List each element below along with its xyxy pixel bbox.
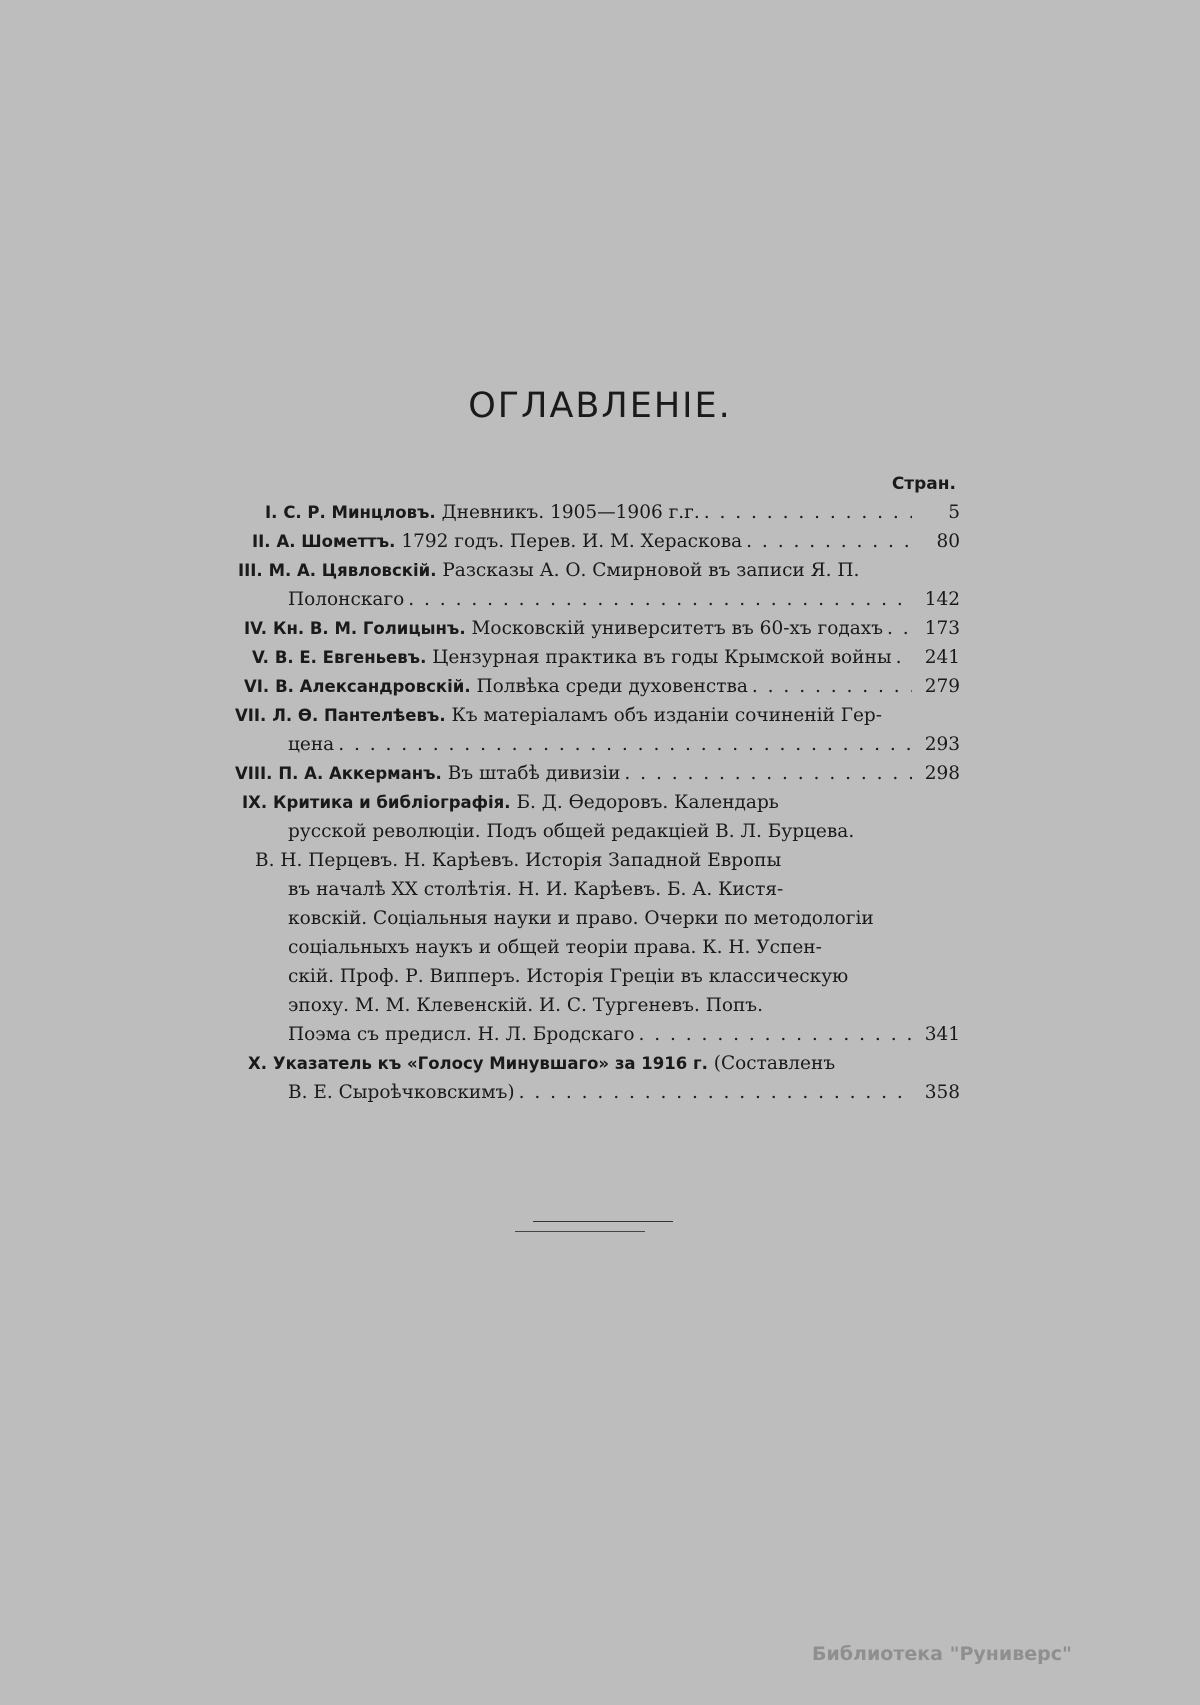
leader-dots [620, 759, 912, 788]
leader-dots [700, 498, 912, 527]
toc-page: 241 [924, 647, 960, 668]
toc-author: М. А. Цявловскiй. [268, 561, 437, 580]
toc-page: 293 [924, 734, 960, 755]
toc-title-cont: цена [288, 734, 335, 755]
toc-title: Къ матерiаламъ объ изданiи сочиненiй Гер- [451, 705, 882, 726]
toc-num: III. [238, 561, 263, 580]
toc-author: Л. Ѳ. Пантелѣевъ. [272, 706, 446, 725]
leader-dots [748, 672, 912, 701]
toc-author: В. Е. Евгеньевъ. [274, 648, 427, 667]
table-of-contents [230, 470, 960, 1107]
toc-entry [230, 643, 960, 672]
toc-page: 341 [924, 1024, 960, 1045]
toc-num: X. [248, 1054, 267, 1073]
toc-author: С. Р. Минцловъ. [283, 503, 436, 522]
toc-title: Цензурная практика въ годы Крымской войны [432, 647, 892, 668]
toc-num: IV. [244, 619, 268, 638]
toc-entry [230, 527, 960, 556]
toc-page: 80 [936, 531, 960, 552]
leader-dots [515, 1078, 912, 1107]
toc-entry [230, 701, 960, 759]
leader-dots [742, 527, 912, 556]
toc-title: Московскiй университетъ въ 60-хъ годахъ [471, 618, 884, 639]
leader-dots [892, 643, 912, 672]
toc-author: Кн. В. М. Голицынъ. [272, 619, 466, 638]
toc-entry [230, 672, 960, 701]
toc-title-cont: Полонскаго [288, 589, 405, 610]
toc-title-cont: соцiальныхъ наукъ и общей теорiи права. К. Н. Успен- [288, 937, 822, 958]
leader-dots [883, 614, 912, 643]
toc-author: Критика и библiографiя. [273, 793, 511, 812]
toc-title: Дневникъ. 1905—1906 г.г. [441, 502, 700, 523]
toc-title-cont: ковскiй. Соцiальныя науки и право. Очерки по методологiи [288, 908, 874, 929]
toc-entry [230, 788, 960, 1049]
toc-title: (Составленъ [713, 1053, 836, 1074]
toc-page: 298 [924, 763, 960, 784]
leader-dots [404, 585, 912, 614]
toc-title-cont: Поэма съ предисл. Н. Л. Бродскаго [288, 1024, 635, 1045]
divider-rule [533, 1221, 673, 1222]
toc-title: Полвѣка среди духовенства [476, 676, 748, 697]
toc-page: 358 [924, 1082, 960, 1103]
toc-author: П. А. Аккерманъ. [278, 764, 442, 783]
toc-num: VII. [235, 706, 267, 725]
toc-title-cont: въ началѣ XX столѣтiя. Н. И. Карѣевъ. Б. А. Кистя- [288, 879, 784, 900]
toc-entry [230, 759, 960, 788]
toc-title-cont: скiй. Проф. Р. Випперъ. Исторiя Грецiи въ классическую [288, 966, 849, 987]
pages-column-header: Стран. [891, 474, 956, 494]
toc-title-cont: эпоху. М. М. Клевенскiй. И. С. Тургеневъ. Попъ. [288, 995, 763, 1016]
toc-title: Б. Д. Ѳедоровъ. Календарь [516, 792, 779, 813]
toc-title-cont: русской революцiи. Подъ общей редакцiей В. Л. Бурцева. [288, 821, 855, 842]
page-title: ОГЛАВЛЕНIЕ. [468, 386, 732, 426]
toc-num: VI. [244, 677, 270, 696]
toc-page: 5 [948, 502, 960, 523]
leader-dots [334, 730, 912, 759]
toc-page: 142 [924, 589, 960, 610]
toc-title-cont: В. Н. Перцевъ. Н. Карѣевъ. Исторiя Западной Европы [255, 850, 782, 871]
leader-dots [635, 1020, 912, 1049]
toc-num: VIII. [235, 764, 273, 783]
toc-num: II. [252, 532, 271, 551]
toc-page: 279 [924, 676, 960, 697]
toc-author: Указатель къ «Голосу Минувшаго» за 1916 г. [272, 1054, 708, 1073]
toc-num: V. [252, 648, 269, 667]
toc-author: В. Александровскiй. [275, 677, 471, 696]
toc-title-cont: В. Е. Сыроѣчковскимъ) [288, 1082, 515, 1103]
toc-title: Въ штабѣ дивизiи [447, 763, 621, 784]
toc-entry [230, 614, 960, 643]
toc-entry [230, 556, 960, 614]
toc-num: I. [265, 503, 278, 522]
toc-num: IX. [242, 793, 268, 812]
toc-title: Разсказы А. О. Смирновой въ записи Я. П. [442, 560, 860, 581]
toc-entry [230, 1049, 960, 1107]
library-watermark: Библиотека "Руниверс" [812, 1643, 1072, 1665]
toc-title: 1792 годъ. Перев. И. М. Хераскова [401, 531, 743, 552]
toc-page: 173 [924, 618, 960, 639]
toc-author: А. Шометтъ. [276, 532, 396, 551]
divider-rule [515, 1231, 645, 1232]
toc-entry [230, 498, 960, 527]
